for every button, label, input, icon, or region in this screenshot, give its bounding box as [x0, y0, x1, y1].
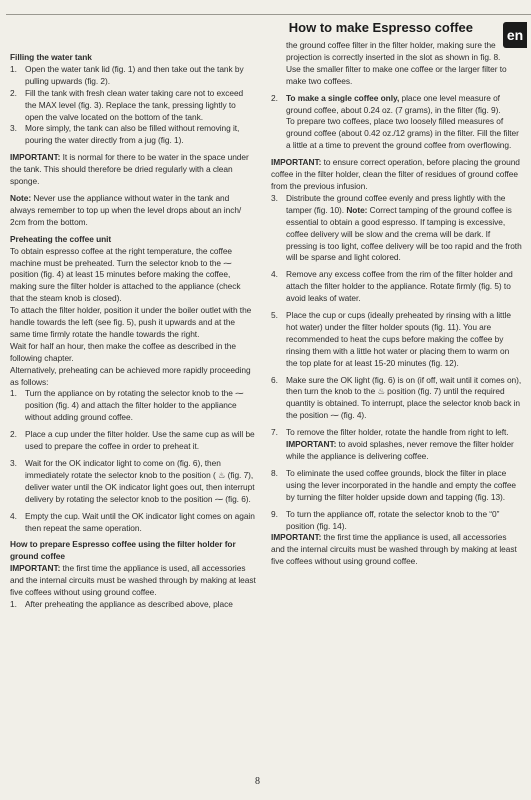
- page-number: 8: [255, 776, 260, 787]
- list-item: 5. Place the cup or cups (ideally preheated by rinsing with a little hot water) under the filter holder spouts (fig. 11). You are recommended to heat the cups before making the coffee by rinsing them with a little hot water or placing them to warm on the top plate for at least 15-20 minutes (fig. 12).: [271, 310, 511, 368]
- right-column: [271, 40, 522, 568]
- important-paragraph: IMPORTANT: the first time the appliance is used, all accessories and the internal circuits must be washed through by making at least five coffees without using ground coffee.: [10, 563, 256, 598]
- paragraph: To attach the filter holder, position it under the boiler outlet with the handle towards the left (see fig. 5), push it upwards and at the same time firmly rotate the handle towards the right.: [10, 305, 252, 339]
- list-item: 2. To make a single coffee only, place one level measure of ground coffee, about 0.24 oz. (7 grams), in the filter (fig. 9).: [271, 92, 501, 115]
- language-badge: en: [503, 22, 527, 48]
- list-item: 1. After preheating the appliance as described above, place: [10, 598, 233, 609]
- important-paragraph: IMPORTANT: It is normal for there to be water in the space under the tank. This should therefore be dried regularly with a clean sponge.: [10, 152, 249, 187]
- important-paragraph: IMPORTANT: the first time the appliance is used, all accessories and the internal circuits must be washed through by making at least five coffees without using ground coffee.: [271, 532, 517, 567]
- paragraph: To prepare two coffees, place two loosely filled measures of ground coffee (about 0.42 oz./12 grams) in the filter. Fill the filter a little at a time to prevent the ground coffee from overflowing.: [286, 116, 519, 151]
- list-item: 2. Place a cup under the filter holder. Use the same cup as will be used to prepare the coffee in order to preheat it.: [10, 429, 255, 452]
- list-item: 2. Fill the tank with fresh clean water taking care not to exceed the MAX level (fig. 3). Replace the tank, pressing lightly to open the valve located on the bottom of the tank.: [10, 87, 244, 122]
- prepare-steps-main: [271, 193, 522, 533]
- prepare-steps-continued: [271, 93, 522, 117]
- preheat-steps: [10, 388, 256, 534]
- paragraph: Alternatively, preheating can be achieved more rapidly proceeding as follows:: [10, 364, 251, 387]
- list-item: 9. To turn the appliance off, rotate the selector knob to the “0” position (fig. 14).: [271, 508, 500, 531]
- list-item: 4. Remove any excess coffee from the rim of the filter holder and attach the filter holder to the appliance. Rotate firmly (fig. 5) to avoid leaks of water.: [271, 269, 513, 304]
- left-column: [10, 52, 256, 611]
- list-item: 3. More simply, the tank can also be filled without removing it, pouring the water directly from a jug (fig. 1).: [10, 123, 240, 146]
- list-item: 8. To eliminate the used coffee grounds, block the filter in place using the lever incorporated in the handle and empty the coffee by turning the filter holder upside down and tapping (fig. 13).: [271, 467, 517, 502]
- list-item: 3. Distribute the ground coffee evenly and press lightly with the tamper (fig. 10). Note: Correct tamping of the ground coffee is essential to obtain a good espresso. If tamping is excessive, coffee delivery will be slow and the crema will be dark. If pressing is too light, coffee delivery will be too rapid and the froth will be sparse and light colored.: [271, 192, 522, 263]
- prepare-heading: How to prepare Espresso coffee using the filter holder for ground coffee: [10, 539, 236, 562]
- preheat-heading: Preheating the coffee unit: [10, 233, 112, 244]
- note-paragraph: Note: Never use the appliance without water in the tank and always remember to top up when the level drops about an inch/ 2cm from the bottom.: [10, 192, 242, 227]
- important-paragraph: IMPORTANT: to ensure correct operation, before placing the ground coffee in the filter holder, clean the filter of residues of ground coffee from the previous infusion.: [271, 157, 520, 191]
- list-item: 3. Wait for the OK indicator light to come on (fig. 6), then immediately rotate the selector knob to the position ( ♨ (fig. 7), deliver water until the OK indicator light goes out, then interrupt delivery by rotating the selector knob to the position ⁓ (fig. 6).: [10, 458, 255, 504]
- paragraph: Wait for half an hour, then make the coffee as described in the following chapter.: [10, 340, 236, 363]
- list-item: 7. To remove the filter holder, rotate the handle from right to left. IMPORTANT: to avoid splashes, never remove the filter holder while the appliance is delivering coffee.: [271, 427, 514, 461]
- list-item: 4. Empty the cup. Wait until the OK indicator light comes on again then repeat the same operation.: [10, 510, 255, 533]
- filling-steps: [10, 64, 256, 147]
- list-item: 1. Turn the appliance on by rotating the selector knob to the ⁓ position (fig. 4) and attach the filter holder to the appliance without adding ground coffee.: [10, 388, 244, 423]
- filling-heading: Filling the water tank: [10, 52, 92, 62]
- page-title: How to make Espresso coffee: [288, 20, 473, 35]
- list-item: 1. Open the water tank lid (fig. 1) and then take out the tank by pulling upwards (fig. 2).: [10, 63, 244, 86]
- paragraph: the ground coffee filter in the filter holder, making sure the projection is correctly inserted in the slot as shown in fig. 8.: [286, 40, 501, 62]
- list-item: 6. Make sure the OK light (fig. 6) is on (if off, wait until it comes on), then turn the knob to the ♨ position (fig. 7) until the required quantity is obtained. To interrupt, place the selector knob back in the position ⁓ (fig. 4).: [271, 374, 522, 421]
- prepare-steps: [10, 599, 256, 611]
- paragraph: To obtain espresso coffee at the right temperature, the coffee machine must be preheated. Turn the selector knob to the ⁓ position (fig. 4) at least 15 minutes before making the coffee, making sure the filter holder is attached to the appliance (check that the steam knob is closed).: [10, 245, 241, 304]
- paragraph: Use the smaller filter to make one coffee or the larger filter to make two coffees.: [286, 63, 507, 86]
